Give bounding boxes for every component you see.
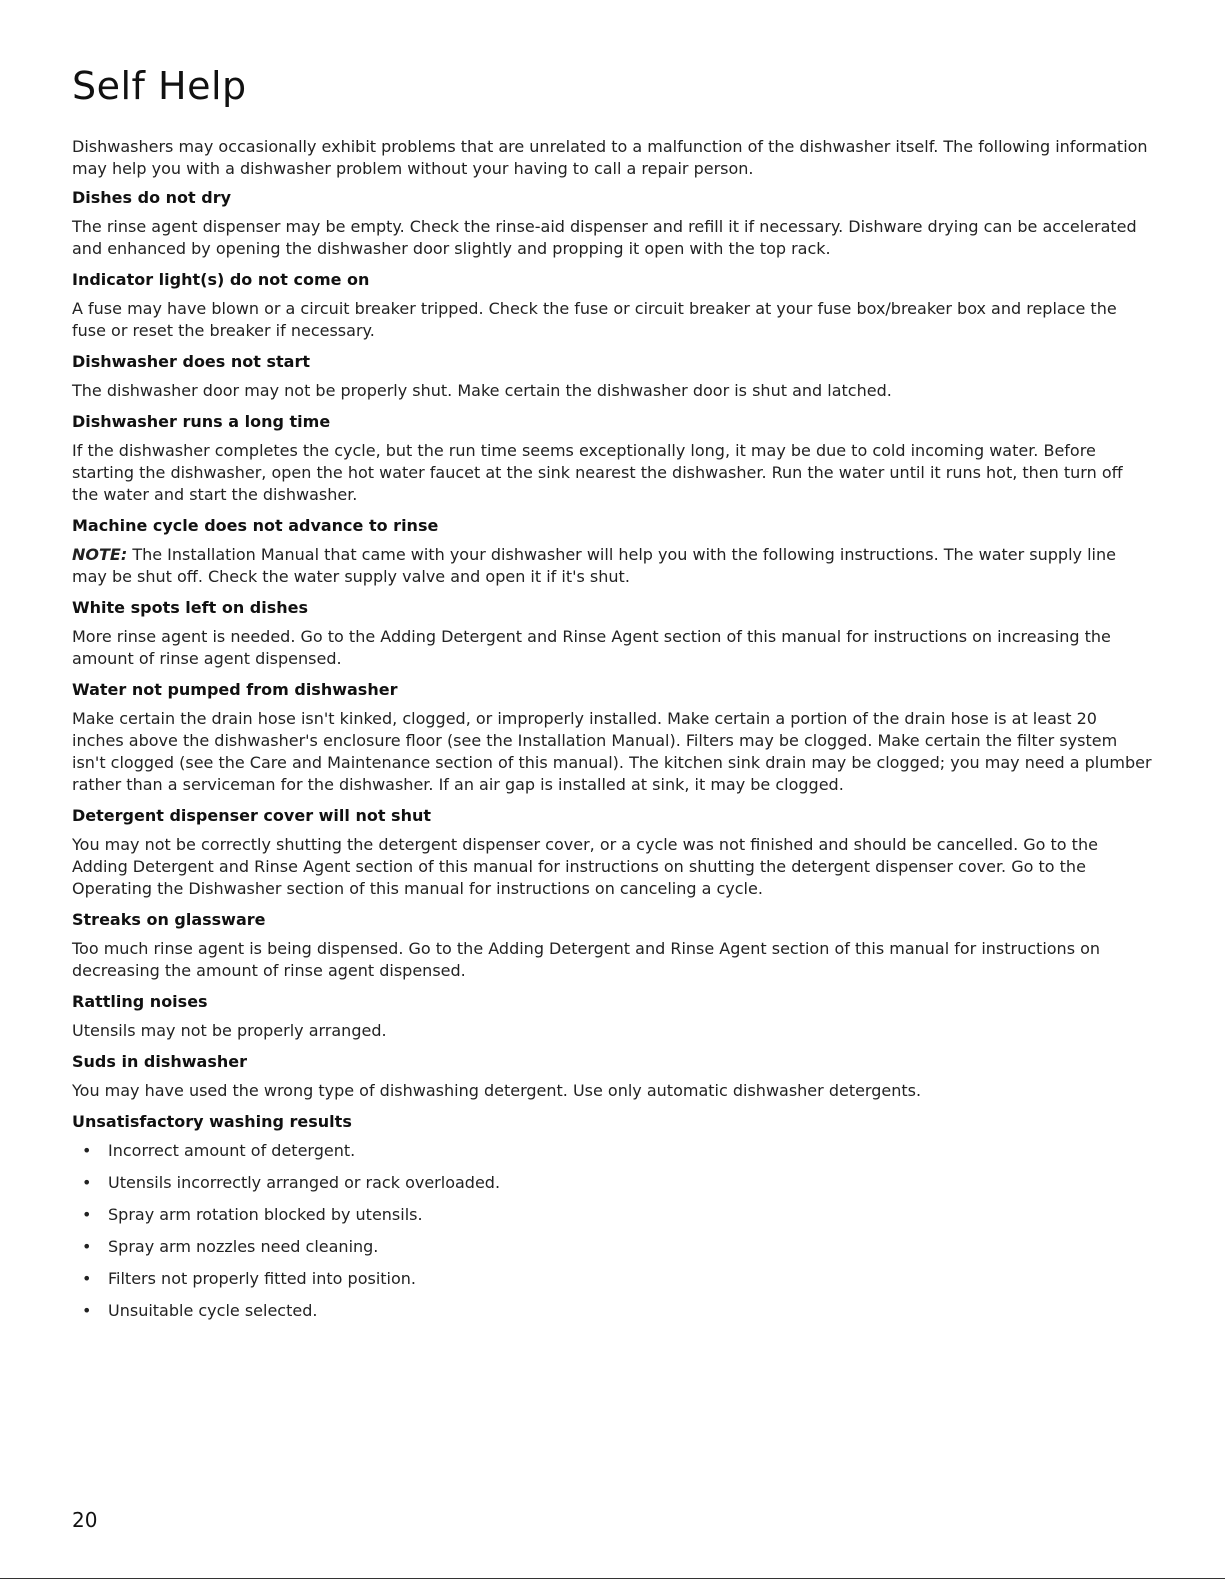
bullet-icon: • [82, 1205, 92, 1224]
section-heading: Dishwasher does not start [72, 352, 310, 371]
note-text: The Installation Manual that came with your dishwasher will help you with the following instructions. The water supply line may be shut off. Check the water supply valve and open it if it's shut. [72, 545, 1116, 586]
content [72, 136, 1152, 1332]
section-rattling-noises [72, 992, 1152, 1042]
page-title: Self Help [72, 64, 247, 108]
section-heading: Dishwasher runs a long time [72, 412, 331, 431]
bullet-icon: • [82, 1269, 92, 1288]
note-label: NOTE: [72, 545, 128, 564]
section-body: Make certain the drain hose isn't kinked, clogged, or improperly installed. Make certain a portion of the drain hose is at least 20 inches above the dishwasher's enclosure floor (see the Installation Manual). Filters may be clogged. Make certain the filter system isn't clogged (see the Care and Maintenance section of this manual). The kitchen sink drain may be clogged; you may need a plumber rather than a serviceman for the dishwasher. If an air gap is installed at sink, it may be clogged. [72, 709, 1152, 794]
section-heading: Water not pumped from dishwasher [72, 680, 398, 699]
section-dishes-do-not-dry [72, 188, 1152, 260]
section-heading: Unsatisfactory washing results [72, 1112, 352, 1131]
section-suds [72, 1052, 1152, 1102]
bullet-icon: • [82, 1141, 92, 1160]
section-body: The rinse agent dispenser may be empty. Check the rinse-aid dispenser and refill it if necessary. Dishware drying can be accelerated and enhanced by opening the dishwasher door slightly and propping it open with the top rack. [72, 217, 1137, 258]
list-item-text: Unsuitable cycle selected. [108, 1301, 318, 1320]
section-body: More rinse agent is needed. Go to the Adding Detergent and Rinse Agent section of this manual for instructions on increasing the amount of rinse agent dispensed. [72, 627, 1111, 668]
section-body: The dishwasher door may not be properly shut. Make certain the dishwasher door is shut and latched. [72, 381, 892, 400]
list-item-text: Incorrect amount of detergent. [108, 1141, 356, 1160]
bullet-icon: • [82, 1173, 92, 1192]
section-body: Utensils may not be properly arranged. [72, 1021, 387, 1040]
section-heading: White spots left on dishes [72, 598, 308, 617]
section-body: Too much rinse agent is being dispensed. Go to the Adding Detergent and Rinse Agent section of this manual for instructions on decreasing the amount of rinse agent dispensed. [72, 939, 1101, 980]
list-item [72, 1236, 1152, 1258]
list-item [72, 1172, 1152, 1194]
list-item-text: Spray arm rotation blocked by utensils. [108, 1205, 423, 1224]
section-streaks-glassware [72, 910, 1152, 982]
section-body: You may have used the wrong type of dishwashing detergent. Use only automatic dishwasher detergents. [72, 1081, 922, 1100]
list-item-text: Spray arm nozzles need cleaning. [108, 1237, 379, 1256]
bottom-rule [0, 1578, 1225, 1579]
list-item [72, 1268, 1152, 1290]
bullet-list [72, 1140, 1152, 1322]
list-item [72, 1204, 1152, 1226]
section-heading: Detergent dispenser cover will not shut [72, 806, 432, 825]
section-water-not-pumped [72, 680, 1152, 796]
section-body: A fuse may have blown or a circuit breaker tripped. Check the fuse or circuit breaker at your fuse box/breaker box and replace the fuse or reset the breaker if necessary. [72, 299, 1117, 340]
section-white-spots [72, 598, 1152, 670]
section-cycle-not-advance [72, 516, 1152, 588]
section-runs-long-time [72, 412, 1152, 506]
list-item-text: Utensils incorrectly arranged or rack overloaded. [108, 1173, 501, 1192]
section-indicator-lights [72, 270, 1152, 342]
section-heading: Indicator light(s) do not come on [72, 270, 370, 289]
section-heading: Machine cycle does not advance to rinse [72, 516, 439, 535]
section-heading: Streaks on glassware [72, 910, 266, 929]
section-body: You may not be correctly shutting the detergent dispenser cover, or a cycle was not finished and should be cancelled. Go to the Adding Detergent and Rinse Agent section of this manual for instructions on shutting the detergent dispenser cover. Go to the Operating the Dishwasher section of this manual for instructions on canceling a cycle. [72, 835, 1098, 898]
section-body: If the dishwasher completes the cycle, but the run time seems exceptionally long, it may be due to cold incoming water. Before starting the dishwasher, open the hot water faucet at the sink nearest the dishwasher. Run the water until it runs hot, then turn off the water and start the dishwasher. [72, 441, 1123, 504]
bullet-icon: • [82, 1301, 92, 1320]
list-item-text: Filters not properly fitted into position. [108, 1269, 416, 1288]
section-does-not-start [72, 352, 1152, 402]
list-item [72, 1300, 1152, 1322]
section-heading: Suds in dishwasher [72, 1052, 247, 1071]
section-dispenser-cover [72, 806, 1152, 900]
intro-paragraph: Dishwashers may occasionally exhibit problems that are unrelated to a malfunction of the dishwasher itself. The following information may help you with a dishwasher problem without your having to call a repair person. [72, 137, 1148, 178]
list-item [72, 1140, 1152, 1162]
section-heading: Rattling noises [72, 992, 208, 1011]
section-heading: Dishes do not dry [72, 188, 232, 207]
section-body-with-note [72, 544, 1152, 588]
section-unsatisfactory-results [72, 1112, 1152, 1322]
bullet-icon: • [82, 1237, 92, 1256]
page-number: 20 [72, 1508, 98, 1532]
